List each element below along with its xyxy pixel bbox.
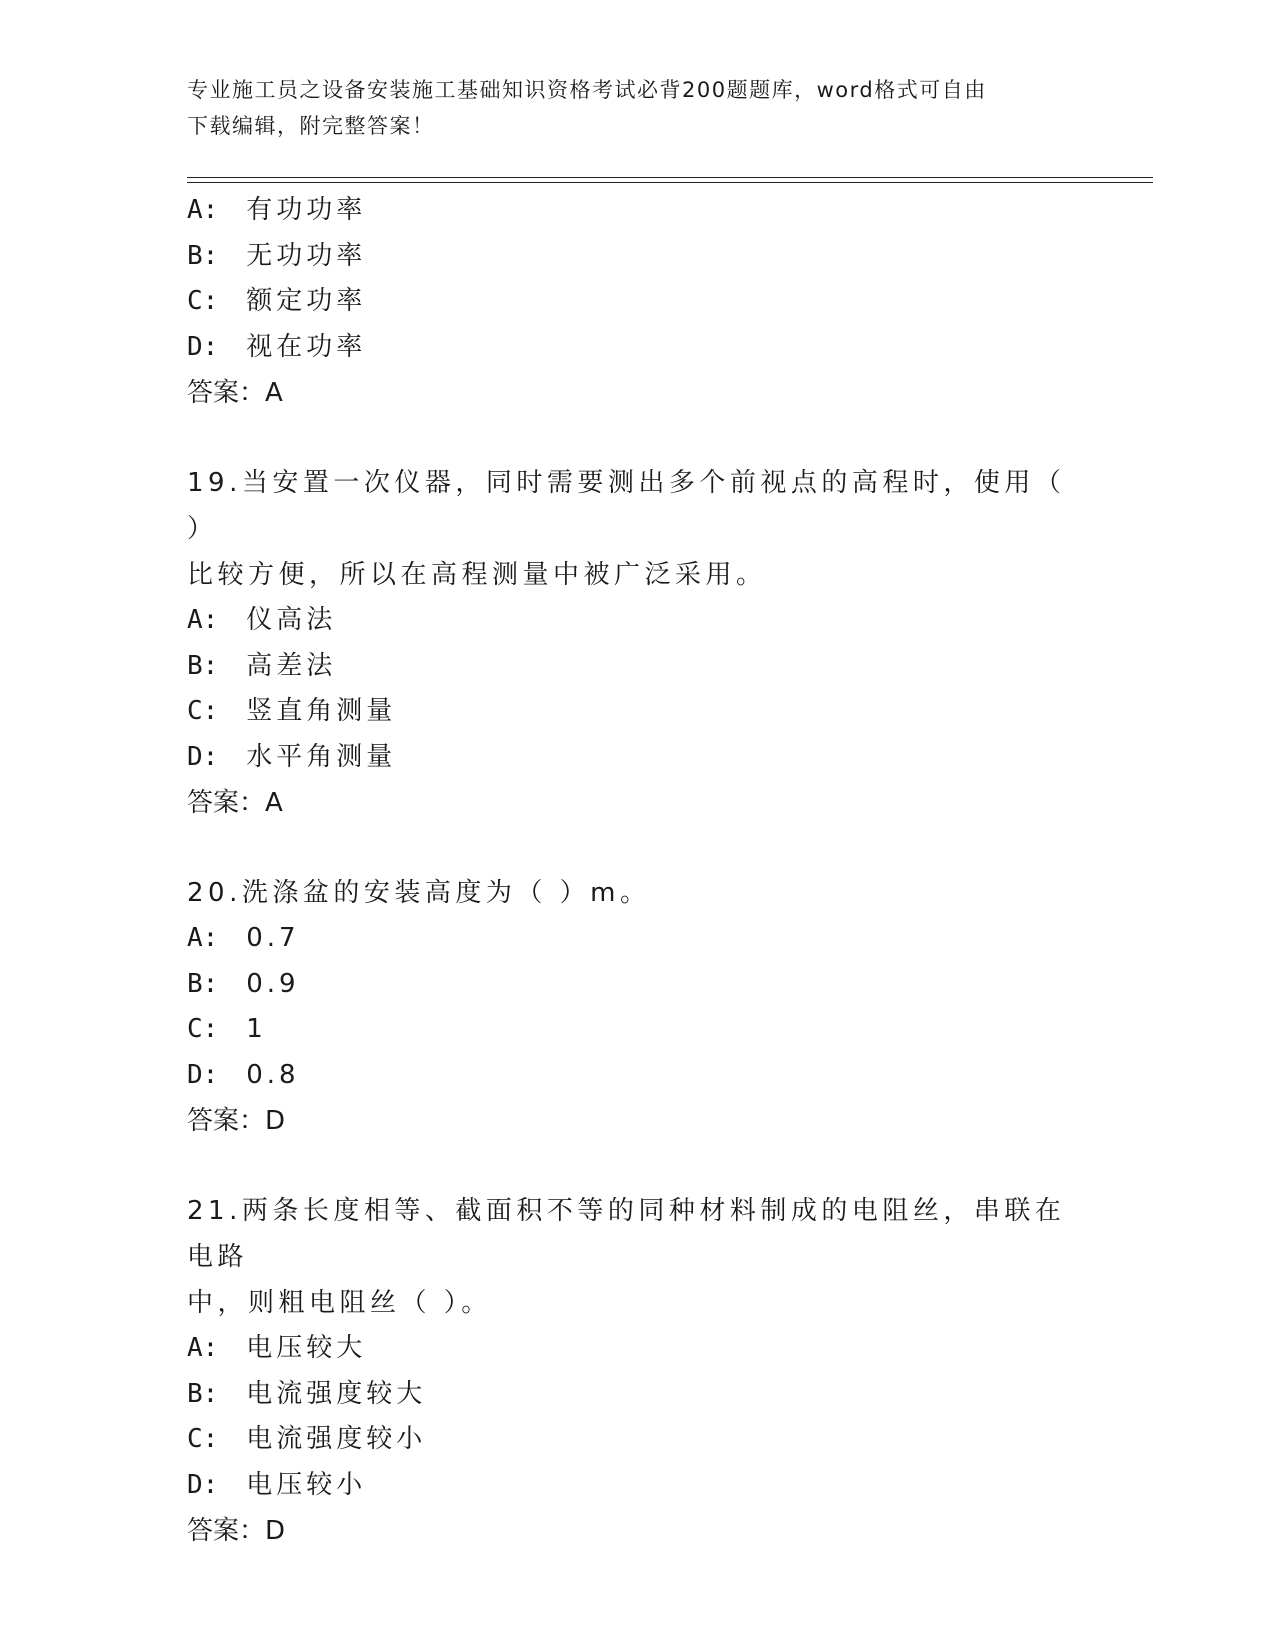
option-letter: C: (187, 286, 234, 316)
spacer (187, 1144, 1087, 1188)
spacer (187, 826, 1087, 870)
option-text: 0.8 (246, 1059, 300, 1090)
option-text: 视在功率 (246, 331, 367, 362)
header-line-2: 下载编辑，附完整答案！ (187, 114, 435, 138)
option-b (187, 962, 1087, 1008)
option-text: 水平角测量 (246, 741, 397, 772)
option-c (187, 1417, 1087, 1463)
option-c (187, 279, 1087, 325)
option-letter: D: (187, 331, 234, 362)
option-letter: B: (187, 650, 234, 681)
question-text-line-1: 20.洗涤盆的安装高度为（ ）m。 (187, 878, 651, 908)
option-c (187, 689, 1087, 735)
option-d (187, 735, 1087, 781)
header-divider-top (187, 177, 1153, 178)
option-letter: B: (187, 968, 234, 999)
option-text: 无功功率 (246, 240, 367, 271)
answer: 答案：A (187, 788, 283, 818)
header-divider-bottom (187, 182, 1153, 183)
option-letter: D: (187, 1059, 234, 1090)
question-19 (187, 460, 1087, 826)
option-b (187, 234, 1087, 280)
option-letter: C: (187, 1424, 234, 1454)
option-c (187, 1007, 1087, 1053)
option-letter: D: (187, 741, 234, 772)
question-18 (187, 188, 1087, 416)
answer: 答案：D (187, 1106, 286, 1136)
answer: 答案：D (187, 1516, 286, 1546)
option-d (187, 1463, 1087, 1509)
question-21 (187, 1188, 1087, 1554)
option-text: 竖直角测量 (246, 696, 397, 726)
option-letter: B: (187, 1378, 234, 1409)
option-d (187, 325, 1087, 371)
option-letter: C: (187, 1014, 234, 1044)
option-letter: C: (187, 696, 234, 726)
document-header (187, 72, 1087, 144)
option-b (187, 644, 1087, 690)
option-letter: B: (187, 240, 234, 271)
option-a (187, 188, 1087, 234)
option-text: 电压较大 (246, 1333, 367, 1363)
option-text: 高差法 (246, 650, 337, 681)
question-list (187, 188, 1087, 1554)
option-a (187, 916, 1087, 962)
option-text: 0.9 (246, 968, 300, 999)
option-text: 仪高法 (246, 605, 337, 635)
option-text: 电流强度较小 (246, 1424, 427, 1454)
option-letter: A: (187, 605, 234, 635)
answer: 答案：A (187, 378, 283, 408)
option-a (187, 598, 1087, 644)
question-text-line-2: 中，则粗电阻丝（ ）。 (187, 1288, 492, 1318)
option-text: 电压较小 (246, 1469, 367, 1500)
option-d (187, 1053, 1087, 1099)
option-b (187, 1372, 1087, 1418)
question-text-line-1: 21.两条长度相等、截面积不等的同种材料制成的电阻丝，串联在电路 (187, 1196, 1066, 1272)
option-text: 电流强度较大 (246, 1378, 427, 1409)
option-letter: A: (187, 1333, 234, 1363)
spacer (187, 416, 1087, 460)
option-letter: A: (187, 195, 234, 225)
question-text-line-1: 19.当安置一次仪器，同时需要测出多个前视点的高程时，使用（ ） (187, 468, 1066, 544)
option-text: 0.7 (246, 923, 300, 953)
header-line-1: 专业施工员之设备安装施工基础知识资格考试必背200题题库，word格式可自由 (187, 78, 987, 102)
option-text: 有功功率 (246, 195, 367, 225)
option-letter: D: (187, 1469, 234, 1500)
question-20 (187, 870, 1087, 1144)
question-text-line-2: 比较方便，所以在高程测量中被广泛采用。 (187, 560, 767, 590)
option-text: 额定功率 (246, 286, 367, 316)
option-letter: A: (187, 923, 234, 953)
option-a (187, 1326, 1087, 1372)
option-text: 1 (246, 1014, 267, 1044)
